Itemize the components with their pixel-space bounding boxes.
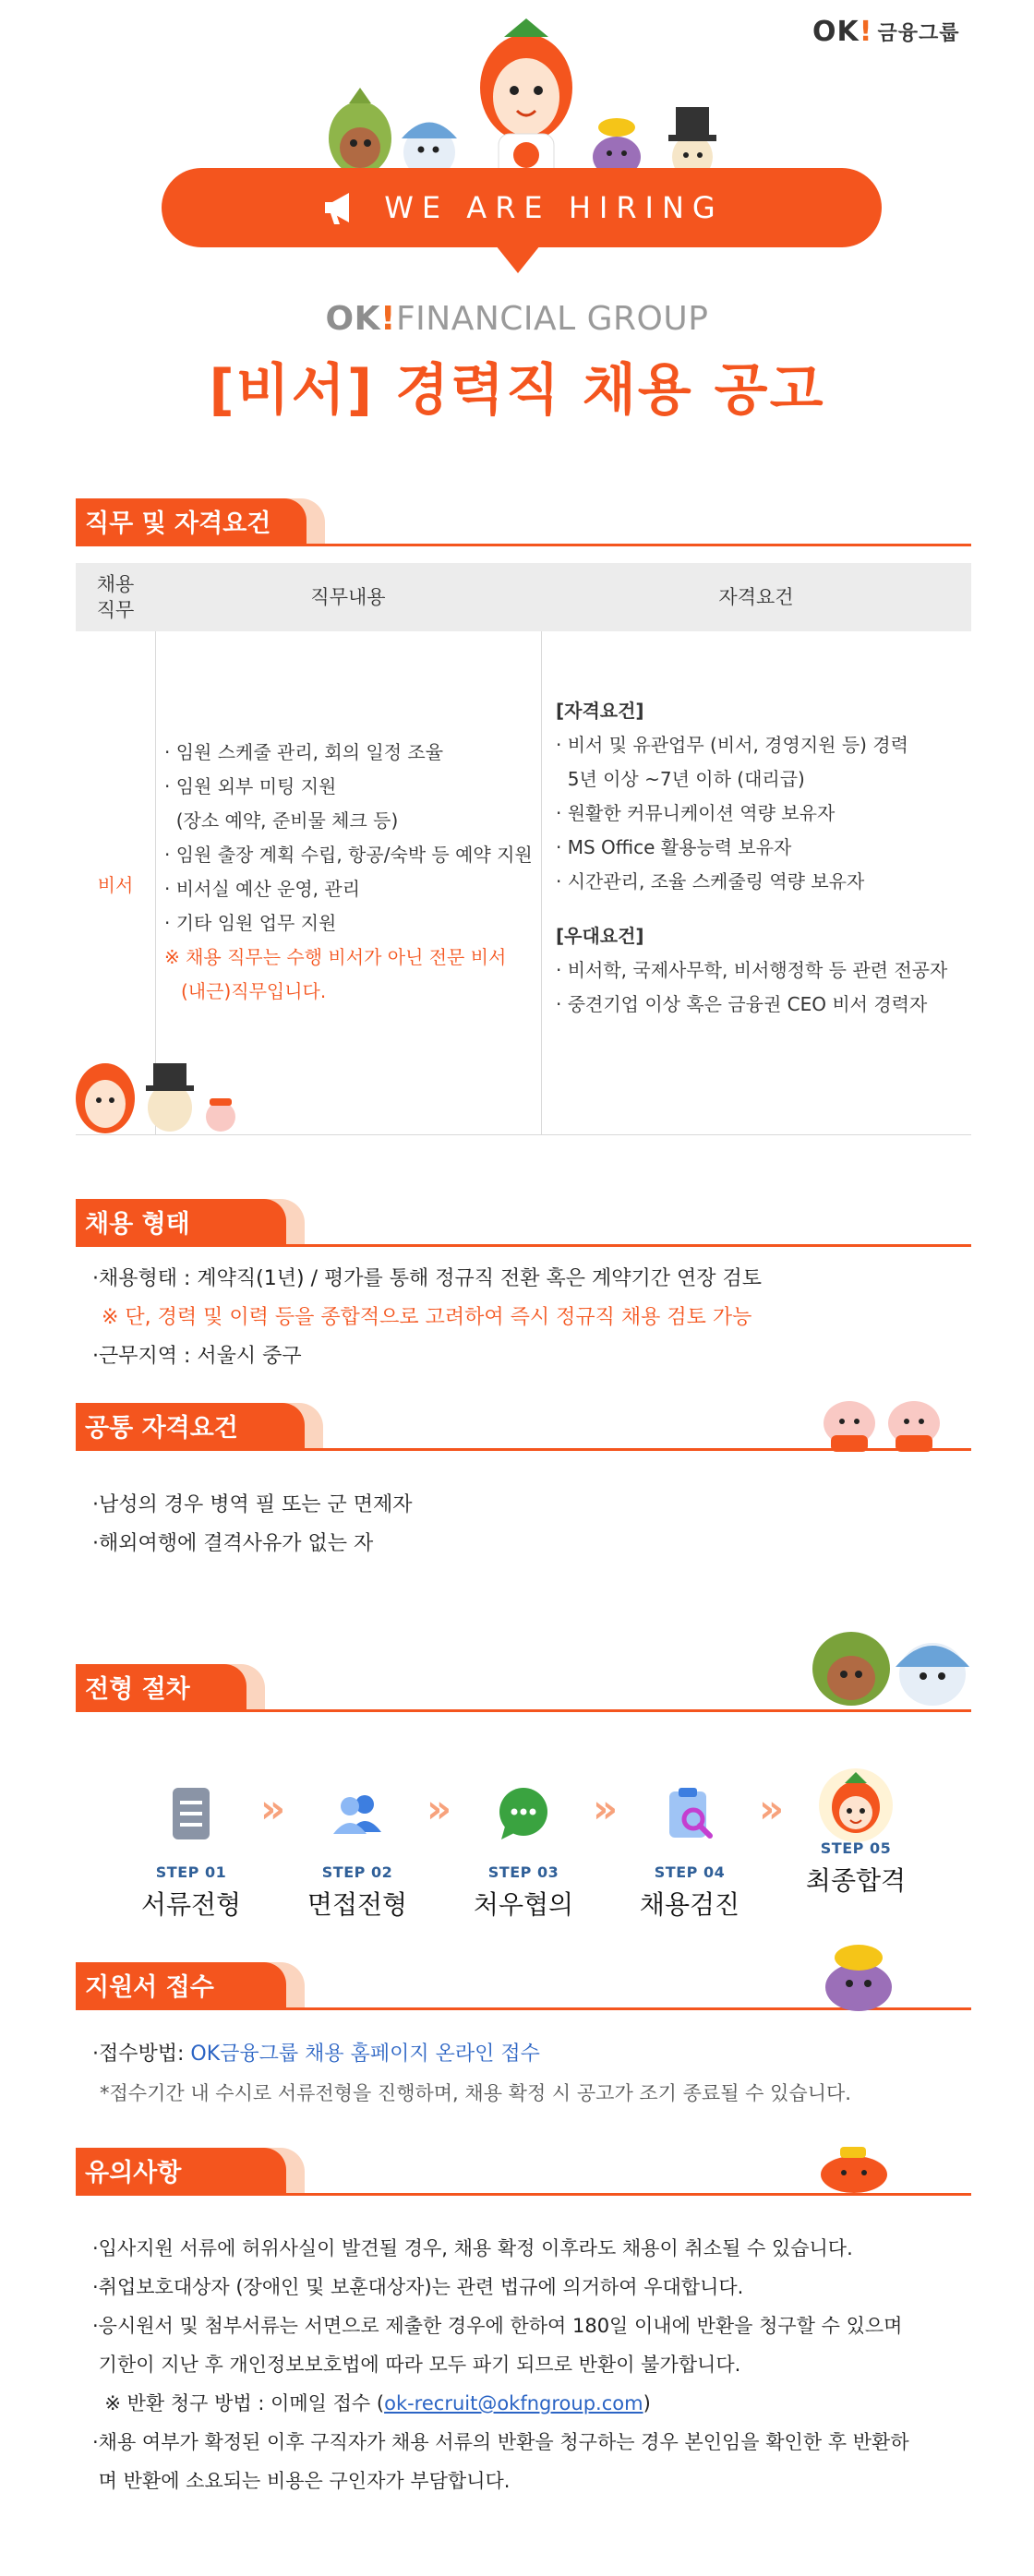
qual-item: 5년 이상 ~7년 이하 (대리급) [556,768,805,790]
note-item: 기한이 지난 후 개인정보보호법에 따라 모두 파기 되므로 반환이 불가합니다. [92,2354,741,2376]
people-icon [330,1786,385,1841]
green-mascot-icon [329,88,391,175]
job-requirements-table [76,563,971,1135]
duty-item: · 기타 임원 업무 지원 [164,912,337,934]
pink-mascots-illustration [812,1384,951,1454]
section-title-duty: 직무 및 자격요건 [76,498,307,544]
note-item: 며 반환에 소요되는 비용은 구인자가 부담합니다. [92,2470,511,2492]
notes-mascot-illustration [812,2141,896,2197]
section-title-notes: 유의사항 [76,2148,286,2193]
step-01 [122,1786,260,1922]
logo-ok: OK [325,300,381,338]
header-job: 채용 직무 [96,572,135,621]
quals-cell [556,694,971,1022]
chevron-right-icon: » [593,1786,606,1831]
apply-note: *접수기간 내 수시로 서류전형을 진행하며, 채용 확정 시 공고가 조기 종료될 수 있습니다. [100,2082,851,2104]
hiring-banner [162,168,882,247]
step-number: STEP 02 [321,1863,393,1881]
qual-header: [자격요건] [556,700,644,722]
notes-block [92,2229,1006,2500]
mascot-icon [817,1765,895,1842]
brand-logo [812,13,1006,50]
qual-item: · MS Office 활용능력 보유자 [556,836,792,858]
apply-mascot-illustration [812,1934,905,2012]
common-block [92,1486,979,1564]
duty-note-cont: (내근)직무입니다. [181,980,327,1002]
duty-item: · 임원 외부 미팅 지원 [164,775,337,797]
table-mascots-illustration [68,1043,253,1135]
step-name: 채용검진 [639,1889,740,1920]
apply-block [92,2035,997,2113]
duty-item: · 비서실 예산 운영, 관리 [164,878,361,900]
logo-bang: ! [380,300,396,338]
mascot-group-illustration [323,18,729,180]
qual-item: · 비서 및 유관업무 (비서, 경영지원 등) 경력 [556,734,908,756]
chat-icon [496,1786,551,1841]
employment-type-line: ·채용형태 : 계약직(1년) / 평가를 통해 정규직 전환 혹은 계약기간 연장 검토 [92,1267,762,1290]
chevron-right-icon: » [427,1786,439,1831]
duty-item: · 임원 출장 계획 수립, 항공/숙박 등 예약 지원 [164,844,533,866]
process-mascots-illustration [803,1606,979,1707]
section-title-common: 공통 자격요건 [76,1403,305,1448]
header-quals: 자격요건 [718,585,794,608]
step-04 [620,1786,759,1922]
search-clipboard-icon [662,1786,717,1841]
chevron-right-icon: » [260,1786,273,1831]
apply-method-link[interactable]: OK금융그룹 채용 홈페이지 온라인 접수 [190,2043,540,2066]
step-name: 면접전형 [307,1889,408,1920]
section-title-process: 전형 절차 [76,1664,246,1709]
brand-bang: ! [859,15,872,48]
document-icon [163,1786,219,1841]
note-item: ·응시원서 및 첨부서류는 서면으로 제출한 경우에 한하여 180일 이내에 반환을 청구할 수 있으며 [92,2315,903,2337]
pref-item: · 중견기업 이상 혹은 금융권 CEO 비서 경력자 [556,993,928,1015]
step-number: STEP 05 [820,1839,892,1857]
duty-note: ※ 채용 직무는 수행 비서가 아닌 전문 비서 [164,946,507,968]
step-03 [454,1786,593,1922]
section-header-duty [76,498,971,546]
megaphone-icon [319,187,360,228]
note-return-label: ※ 반환 청구 방법 : 이메일 접수 ( [92,2392,385,2414]
note-return-method [92,2384,1006,2423]
step-number: STEP 03 [487,1863,559,1881]
employment-note: ※ 단, 경력 및 이력 등을 종합적으로 고려하여 즉시 정규직 채용 검토 가능 [102,1306,752,1329]
duties-cell [164,736,543,1009]
duty-item: (장소 예약, 준비물 체크 등) [164,809,399,832]
job-title-cell: 비서 [97,873,134,896]
section-title-apply: 지원서 접수 [76,1962,286,2007]
step-02 [288,1786,427,1922]
duty-item: · 임원 스케줄 관리, 회의 일정 조율 [164,741,444,763]
step-number: STEP 04 [654,1863,726,1881]
step-name: 최종합격 [805,1865,907,1896]
qual-item: · 원활한 커뮤니케이션 역량 보유자 [556,802,836,824]
header-duties: 직무내용 [310,585,386,608]
common-req-item: ·남성의 경우 병역 필 또는 군 면제자 [92,1493,413,1516]
email-link[interactable]: ok-recruit@okfngroup.com [384,2392,643,2414]
logo-text: FINANCIAL GROUP [395,300,709,338]
qual-item: · 시간관리, 조율 스케줄링 역량 보유자 [556,870,865,893]
step-name: 서류전형 [140,1889,242,1920]
section-title-type: 채용 형태 [76,1199,286,1244]
brand-ok: OK [812,15,860,48]
chevron-right-icon: » [759,1786,772,1831]
note-item: ·취업보호대상자 (장애인 및 보훈대상자)는 관련 법규에 의거하여 우대합니다. [92,2276,744,2298]
section-header-type [76,1199,971,1247]
main-orange-mascot-icon [480,18,572,180]
note-item: ·입사지원 서류에 허위사실이 발견될 경우, 채용 확정 이후라도 채용이 취소될 수 있습니다. [92,2237,853,2259]
pref-item: · 비서학, 국제사무학, 비서행정학 등 관련 전공자 [556,959,948,981]
step-name: 처우협의 [473,1889,574,1920]
financial-group-logo [0,300,1034,338]
work-location-line: ·근무지역 : 서울시 중구 [92,1345,302,1368]
step-05 [787,1765,925,1898]
note-item: ·채용 여부가 확정된 이후 구직자가 채용 서류의 반환을 청구하는 경우 본인임을 확인한 후 반환하 [92,2431,909,2453]
employment-block [92,1260,979,1376]
common-req-item: ·해외여행에 결격사유가 없는 자 [92,1532,374,1555]
pref-header: [우대요건] [556,925,644,947]
hiring-text: WE ARE HIRING [384,190,724,225]
step-number: STEP 01 [155,1863,227,1881]
page-title: [비서] 경력직 채용 공고 [209,358,825,423]
apply-label: ·접수방법: [92,2043,191,2066]
brand-group: 금융그룹 [877,21,960,45]
banner-pointer [496,246,540,273]
note-return-close: ) [643,2392,651,2414]
